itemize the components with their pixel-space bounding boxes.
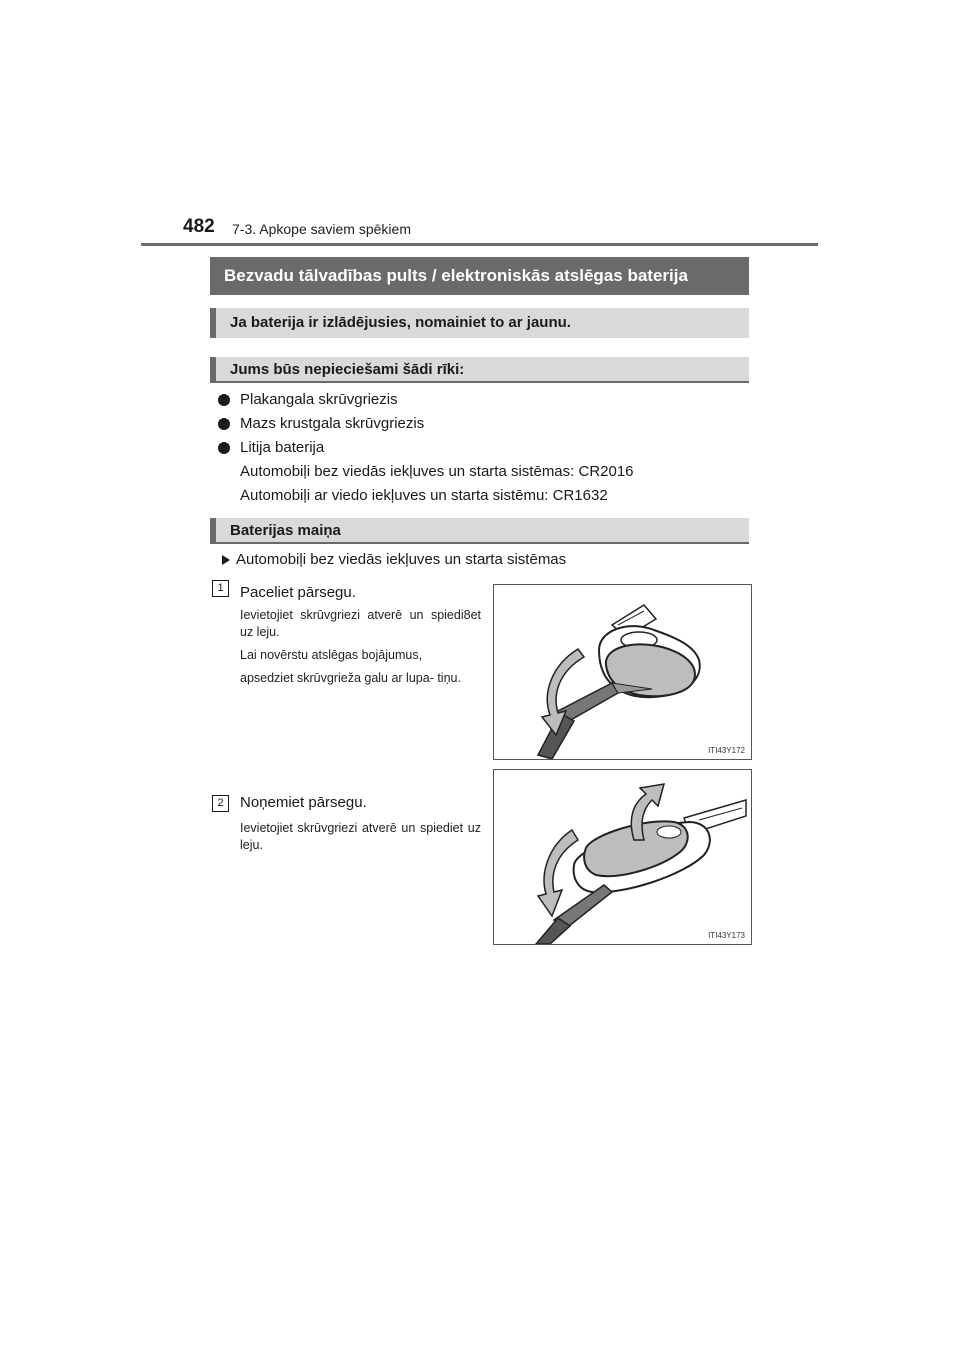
step-text: apsedziet skrūvgrieža galu ar lupa- tiņu. <box>240 671 461 685</box>
tool-label: Litija baterija <box>240 439 325 456</box>
key-cover-lift-illustration <box>494 585 751 759</box>
triangle-bullet-icon <box>222 555 230 565</box>
list-item <box>218 388 634 412</box>
variant-text: Automobiļi bez viedās iekļuves un starta sistēmas <box>236 551 567 568</box>
key-cover-remove-illustration <box>494 770 751 944</box>
bullet-icon <box>218 394 230 406</box>
tools-list <box>218 388 634 508</box>
header-divider <box>141 243 818 246</box>
intro-box: Ja baterija ir izlādējusies, nomainiet to ar jaunu. <box>210 308 749 338</box>
battery-note: Automobiļi bez viedās iekļuves un starta sistēmas: CR2016 <box>240 463 634 480</box>
step-text: Lai novērstu atslēgas bojājumus, <box>240 648 423 662</box>
step-illustration <box>493 584 752 760</box>
section-title: 7-3. Apkope saviem spēkiem <box>232 221 411 237</box>
bullet-icon <box>218 442 230 454</box>
step-number: 2 <box>212 795 229 812</box>
replace-heading: Baterijas maiņa <box>210 518 749 544</box>
step-description <box>240 820 481 860</box>
list-item <box>218 412 634 436</box>
step-title: Noņemiet pārsegu. <box>240 794 367 811</box>
page-number: 482 <box>183 216 215 237</box>
figure-code: ITI43Y172 <box>708 746 745 755</box>
step-text: Ievietojiet skrūvgriezi atverē un spiediet uz leju. <box>240 821 481 852</box>
tools-heading: Jums būs nepieciešami šādi rīki: <box>210 357 749 383</box>
tool-label: Plakangala skrūvgriezis <box>240 391 398 408</box>
step-text: Ievietojiet skrūvgriezi atverē un spiedi8et uz leju. <box>240 608 481 639</box>
step-illustration <box>493 769 752 945</box>
figure-code: ITI43Y173 <box>708 931 745 940</box>
main-heading: Bezvadu tālvadības pults / elektroniskās atslēgas baterija <box>210 257 749 295</box>
step-description <box>240 607 481 693</box>
step-number: 1 <box>212 580 229 597</box>
variant-label <box>222 551 566 568</box>
bullet-icon <box>218 418 230 430</box>
battery-note: Automobiļi ar viedo iekļuves un starta sistēmu: CR1632 <box>240 487 608 504</box>
tool-label: Mazs krustgala skrūvgriezis <box>240 415 425 432</box>
step-title: Paceliet pārsegu. <box>240 584 356 601</box>
list-item <box>218 436 634 460</box>
